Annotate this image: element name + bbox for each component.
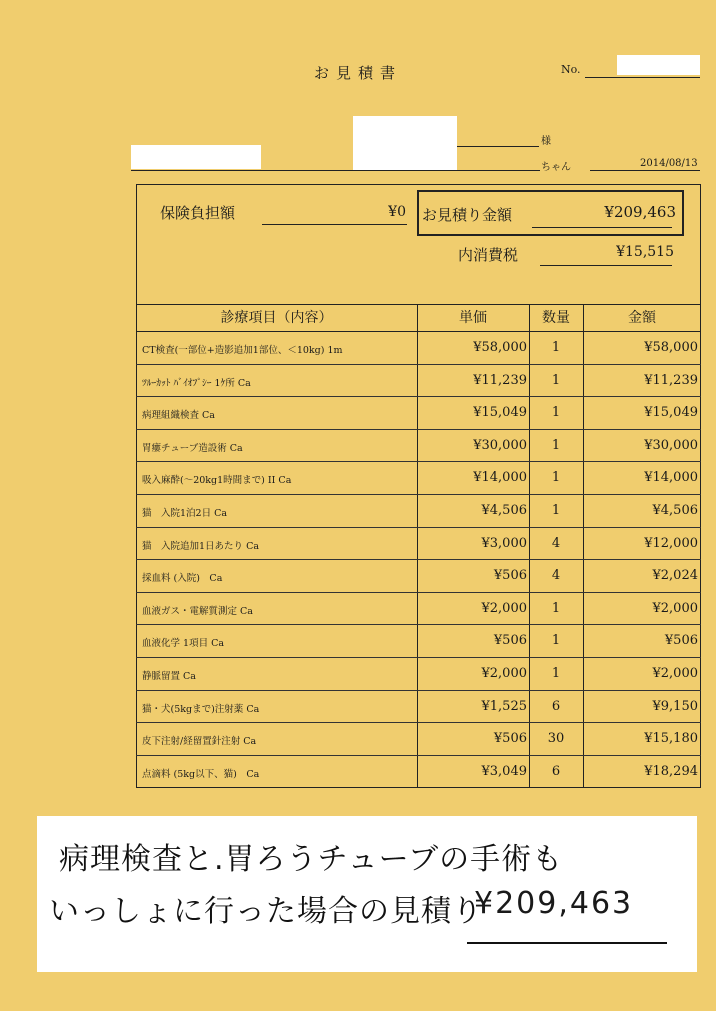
unit-price-cell: ¥58,000 xyxy=(473,340,527,355)
table-row xyxy=(136,332,701,365)
unit-price-cell: ¥506 xyxy=(493,568,527,584)
tax-underline xyxy=(540,265,672,266)
amount-cell: ¥506 xyxy=(664,633,698,649)
table-row xyxy=(136,658,701,691)
quantity-cell: 1 xyxy=(551,372,561,388)
note-amount-underline xyxy=(467,942,667,944)
total-value: ¥209,463 xyxy=(604,203,676,221)
quantity-cell: 1 xyxy=(551,633,561,649)
item-name-cell: 病理組織検査 Ca xyxy=(142,410,215,422)
honorific-chan: ちゃん xyxy=(541,162,571,173)
unit-price-cell: ¥4,506 xyxy=(481,503,527,518)
table-row xyxy=(136,430,701,463)
item-name-cell: 胃瘻チューブ造設術 Ca xyxy=(142,442,243,454)
total-label: お見積り金額 xyxy=(422,206,513,224)
quantity-cell: 4 xyxy=(551,535,561,551)
item-name-cell: 猫・犬(5kgまで)注射薬 Ca xyxy=(142,703,260,715)
item-name-cell: 採血料 (入院) Ca xyxy=(142,573,223,585)
unit-price-cell: ¥30,000 xyxy=(473,437,527,453)
quantity-cell: 1 xyxy=(551,340,561,355)
amount-cell: ¥2,024 xyxy=(652,568,698,584)
insurance-value: ¥0 xyxy=(388,204,406,220)
table-row xyxy=(136,593,701,626)
amount-cell: ¥11,239 xyxy=(644,372,698,388)
amount-cell: ¥30,000 xyxy=(644,437,698,453)
table-row xyxy=(136,560,701,593)
quantity-cell: 4 xyxy=(551,568,561,584)
redacted-owner-name xyxy=(353,116,457,170)
amount-cell: ¥12,000 xyxy=(644,535,698,551)
number-underline xyxy=(585,77,700,78)
amount-cell: ¥15,180 xyxy=(644,731,698,747)
unit-price-cell: ¥506 xyxy=(493,731,527,747)
amount-cell: ¥4,506 xyxy=(652,503,698,518)
header-qty: 数量 xyxy=(542,310,570,326)
number-label: No. xyxy=(561,63,581,76)
tax-label: 内消費税 xyxy=(458,246,519,264)
table-row xyxy=(136,756,701,789)
quantity-cell: 1 xyxy=(551,437,561,453)
table-top-rule xyxy=(136,304,701,305)
document-title: お見積書 xyxy=(313,64,402,82)
table-body xyxy=(0,332,716,788)
quantity-cell: 1 xyxy=(551,600,561,616)
note-line-1: 病理検査と.胃ろうチューブの手術も xyxy=(59,842,564,877)
total-underline xyxy=(532,227,672,228)
table-row xyxy=(136,723,701,756)
quantity-cell: 6 xyxy=(551,763,561,779)
amount-cell: ¥18,294 xyxy=(644,763,698,779)
owner-name-underline xyxy=(457,146,539,147)
unit-price-cell: ¥14,000 xyxy=(473,470,527,486)
table-row xyxy=(136,528,701,561)
amount-cell: ¥14,000 xyxy=(644,470,698,486)
item-name-cell: CT検査(一部位+造影追加1部位、＜10kg) 1m xyxy=(142,345,343,356)
amount-cell: ¥15,049 xyxy=(644,405,698,421)
redacted-number xyxy=(617,55,700,75)
table-row xyxy=(136,495,701,528)
quantity-cell: 6 xyxy=(551,698,561,714)
table-row xyxy=(136,691,701,724)
unit-price-cell: ¥506 xyxy=(493,633,527,649)
table-row xyxy=(136,365,701,398)
unit-price-cell: ¥1,525 xyxy=(481,698,527,714)
pet-name-underline xyxy=(131,170,540,171)
item-name-cell: 静脈留置 Ca xyxy=(142,671,196,682)
quantity-cell: 1 xyxy=(551,470,561,486)
unit-price-cell: ¥11,239 xyxy=(473,372,527,388)
amount-cell: ¥58,000 xyxy=(644,340,698,355)
estimate-date: 2014/08/13 xyxy=(640,158,698,169)
item-name-cell: 血液ガス・電解質測定 Ca xyxy=(142,605,253,617)
item-name-cell: 血液化学 1項目 Ca xyxy=(142,638,225,650)
table-row xyxy=(136,462,701,495)
amount-cell: ¥2,000 xyxy=(652,666,698,681)
handwritten-note xyxy=(37,816,697,972)
header-price: 単価 xyxy=(459,310,487,326)
amount-cell: ¥9,150 xyxy=(652,698,698,714)
insurance-underline xyxy=(262,224,407,225)
insurance-label: 保険負担額 xyxy=(160,204,236,222)
quantity-cell: 1 xyxy=(551,666,561,681)
item-name-cell: ﾂﾙｰｶｯﾄ ﾊﾞｲｵﾌﾟｼｰ 1ｹ所 Ca xyxy=(142,377,251,389)
item-name-cell: 猫 入院1泊2日 Ca xyxy=(142,508,228,519)
header-item: 診療項目（内容） xyxy=(220,310,333,326)
redacted-patient-id xyxy=(131,145,261,169)
date-underline xyxy=(590,170,700,171)
header-amount: 金額 xyxy=(628,310,656,326)
unit-price-cell: ¥2,000 xyxy=(481,600,527,616)
amount-cell: ¥2,000 xyxy=(652,600,698,616)
quantity-cell: 1 xyxy=(551,405,561,421)
table-row xyxy=(136,625,701,658)
note-line-2: いっしょに行った場合の見積り xyxy=(49,894,483,929)
table-row xyxy=(136,397,701,430)
unit-price-cell: ¥3,049 xyxy=(481,763,527,779)
quantity-cell: 30 xyxy=(547,731,565,747)
item-name-cell: 皮下注射/経留置針注射 Ca xyxy=(142,736,257,748)
quantity-cell: 1 xyxy=(551,503,561,518)
item-name-cell: 吸入麻酔(～20kg1時間まで) II Ca xyxy=(142,475,292,487)
unit-price-cell: ¥3,000 xyxy=(481,535,527,551)
honorific-sama: 様 xyxy=(541,136,551,147)
item-name-cell: 点滴料 (5kg以下、猫) Ca xyxy=(142,768,260,780)
item-name-cell: 猫 入院追加1日あたり Ca xyxy=(142,540,259,552)
unit-price-cell: ¥2,000 xyxy=(481,666,527,681)
unit-price-cell: ¥15,049 xyxy=(473,405,527,421)
note-amount: ¥209,463 xyxy=(474,886,634,921)
tax-value: ¥15,515 xyxy=(616,244,674,260)
